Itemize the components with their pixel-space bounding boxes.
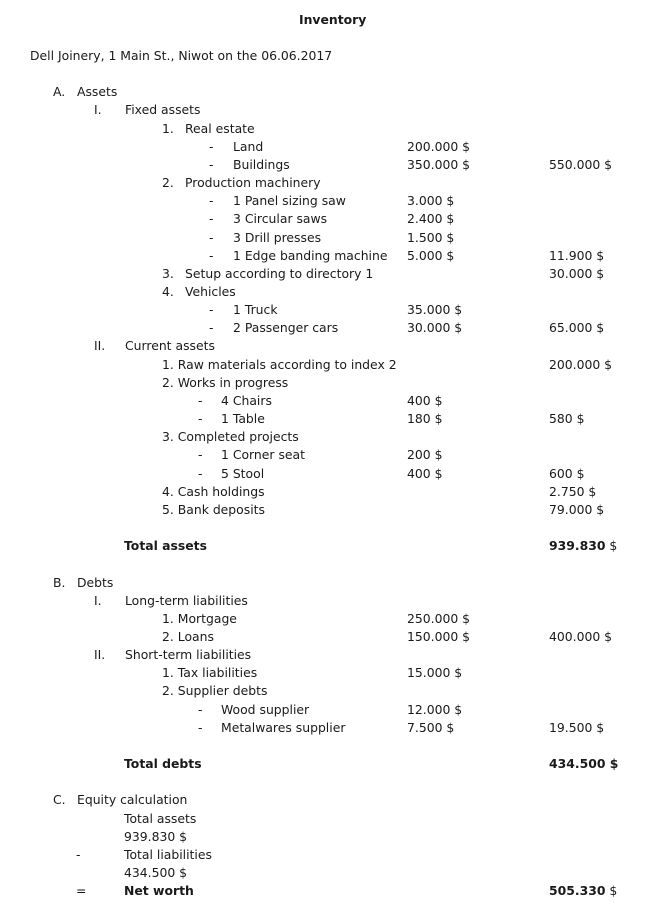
subsection-marker-fixed: I. (94, 102, 102, 117)
bullet-dash: - (209, 248, 214, 263)
line-item-label: 3 Drill presses (233, 230, 322, 245)
bullet-dash: - (198, 393, 203, 408)
bullet-dash: - (198, 411, 203, 426)
total-assets-unit: $ (609, 538, 618, 553)
line-item-value: 35.000 $ (407, 302, 463, 317)
net-worth-value (549, 883, 617, 898)
bullet-dash: - (209, 302, 214, 317)
line-item-value: 200 $ (407, 447, 443, 462)
section-marker-assets: A. (53, 84, 66, 99)
line-item-label: 1 Edge banding machine (233, 248, 388, 263)
bullet-dash: - (198, 447, 203, 462)
line-item-value: 1.500 $ (407, 230, 455, 245)
line-item-value: 15.000 $ (407, 665, 463, 680)
total-debts-value: 434.500 $ (549, 756, 619, 771)
equity-total-assets-label: Total assets (124, 811, 197, 826)
section-marker-debts: B. (53, 575, 66, 590)
total-assets-amount: 939.830 (549, 538, 606, 553)
net-worth-amount: 505.330 (549, 883, 606, 898)
subsection-heading-long-term: Long-term liabilities (125, 593, 248, 608)
bullet-dash: - (198, 702, 203, 717)
section-heading-debts: Debts (77, 575, 114, 590)
equity-total-liabilities-label: Total liabilities (124, 847, 212, 862)
line-item-label: 5 Stool (221, 466, 265, 481)
bullet-dash: - (209, 230, 214, 245)
group-heading-raw-materials: 1. Raw materials according to index 2 (162, 357, 397, 372)
line-item-value: 400 $ (407, 466, 443, 481)
section-heading-equity: Equity calculation (77, 792, 188, 807)
bullet-dash: - (209, 139, 214, 154)
subsection-marker-current: II. (94, 338, 106, 353)
equity-total-liabilities-value: 434.500 $ (124, 865, 188, 880)
total-assets-value (549, 538, 617, 553)
line-item-value: 2.400 $ (407, 211, 455, 226)
group-heading-real-estate: Real estate (185, 121, 255, 136)
line-item-label: 1. Mortgage (162, 611, 237, 626)
subsection-marker-short-term: II. (94, 647, 106, 662)
line-item-label: Wood supplier (221, 702, 310, 717)
line-item-label: 1. Tax liabilities (162, 665, 258, 680)
line-item-value: 12.000 $ (407, 702, 463, 717)
line-item-label: 4 Chairs (221, 393, 272, 408)
line-item-label: Buildings (233, 157, 290, 172)
line-item-value: 400 $ (407, 393, 443, 408)
line-item-label: 1 Truck (233, 302, 278, 317)
line-item-label: 2. Loans (162, 629, 214, 644)
line-item-subtotal: 200.000 $ (549, 357, 613, 372)
net-worth-unit: $ (609, 883, 618, 898)
line-item-label: 1 Table (221, 411, 265, 426)
item-marker: 3. (162, 266, 174, 281)
total-assets-label: Total assets (124, 538, 207, 553)
group-heading-cash-holdings: 4. Cash holdings (162, 484, 265, 499)
section-heading-assets: Assets (77, 84, 118, 99)
item-marker: 1. (162, 121, 174, 136)
group-heading-setup: Setup according to directory 1 (185, 266, 374, 281)
line-item-subtotal: 550.000 $ (549, 157, 613, 172)
item-marker: 2. (162, 175, 174, 190)
line-item-subtotal: 600 $ (549, 466, 585, 481)
subsection-marker-long-term: I. (94, 593, 102, 608)
line-item-value: 350.000 $ (407, 157, 471, 172)
bullet-dash: - (198, 720, 203, 735)
group-heading-works-in-progress: 2. Works in progress (162, 375, 289, 390)
equals-sign: = (76, 883, 87, 898)
line-item-value: 150.000 $ (407, 629, 471, 644)
line-item-label: Land (233, 139, 264, 154)
line-item-value: 3.000 $ (407, 193, 455, 208)
line-item-value: 7.500 $ (407, 720, 455, 735)
subsection-heading-short-term: Short-term liabilities (125, 647, 252, 662)
subsection-heading-fixed-assets: Fixed assets (125, 102, 201, 117)
line-item-subtotal: 19.500 $ (549, 720, 605, 735)
line-item-subtotal: 30.000 $ (549, 266, 605, 281)
line-item-label: 3 Circular saws (233, 211, 328, 226)
line-item-subtotal: 400.000 $ (549, 629, 613, 644)
bullet-dash: - (209, 157, 214, 172)
line-item-subtotal: 580 $ (549, 411, 585, 426)
line-item-subtotal: 79.000 $ (549, 502, 605, 517)
bullet-dash: - (198, 466, 203, 481)
group-heading-vehicles: Vehicles (185, 284, 236, 299)
group-heading-production-machinery: Production machinery (185, 175, 321, 190)
line-item-value: 30.000 $ (407, 320, 463, 335)
line-item-value: 5.000 $ (407, 248, 455, 263)
line-item-subtotal: 65.000 $ (549, 320, 605, 335)
group-heading-bank-deposits: 5. Bank deposits (162, 502, 265, 517)
group-heading-supplier-debts: 2. Supplier debts (162, 683, 268, 698)
item-marker: 4. (162, 284, 174, 299)
line-item-label: 1 Corner seat (221, 447, 305, 462)
bullet-dash: - (209, 211, 214, 226)
section-marker-equity: C. (53, 792, 66, 807)
subsection-heading-current-assets: Current assets (125, 338, 215, 353)
line-item-subtotal: 11.900 $ (549, 248, 605, 263)
equity-total-assets-value: 939.830 $ (124, 829, 188, 844)
company-header-line: Dell Joinery, 1 Main St., Niwot on the 06.06.2017 (30, 48, 333, 63)
line-item-value: 250.000 $ (407, 611, 471, 626)
bullet-dash: - (209, 320, 214, 335)
line-item-value: 200.000 $ (407, 139, 471, 154)
line-item-label: 2 Passenger cars (233, 320, 339, 335)
group-heading-completed-projects: 3. Completed projects (162, 429, 299, 444)
line-item-value: 180 $ (407, 411, 443, 426)
document-title: Inventory (299, 12, 367, 27)
net-worth-label: Net worth (124, 883, 194, 898)
line-item-label: 1 Panel sizing saw (233, 193, 346, 208)
minus-sign: - (76, 847, 81, 862)
total-debts-label: Total debts (124, 756, 202, 771)
bullet-dash: - (209, 193, 214, 208)
line-item-label: Metalwares supplier (221, 720, 346, 735)
line-item-subtotal: 2.750 $ (549, 484, 597, 499)
